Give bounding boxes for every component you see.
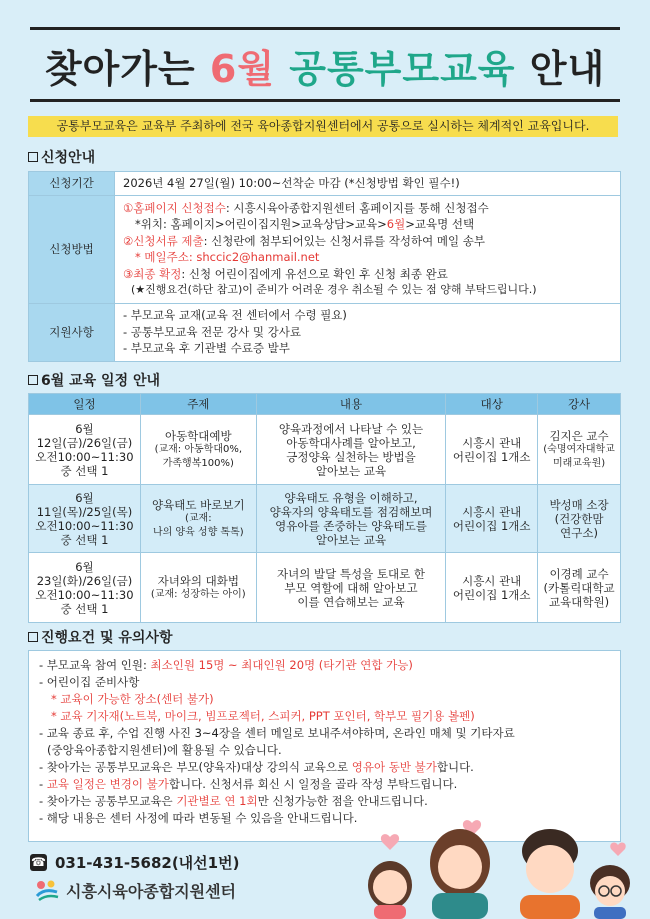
header-topic: 주제 <box>140 394 256 415</box>
father-figure <box>520 829 580 919</box>
family-illustration <box>360 815 640 919</box>
period-value: 2026년 4월 27일(월) 10:00~선착순 마감 (*신청방법 확인 필수!) <box>115 172 621 196</box>
header-content: 내용 <box>256 394 446 415</box>
table-row <box>29 172 621 196</box>
teacher-cell: 박성매 소장 (건강한맘 연구소) <box>538 485 621 553</box>
header-target: 대상 <box>446 394 538 415</box>
mother-figure <box>430 829 490 919</box>
table-header-row <box>29 394 621 415</box>
date-cell: 6월 12일(금)/26일(금) 오전10:00~11:30 중 선택 1 <box>29 415 141 485</box>
note-line: - 어린이집 준비사항 <box>39 675 140 689</box>
teacher-cell: 이경례 교수 (카톨릭대학교 교육대학원) <box>538 553 621 623</box>
method-step-3-title: ③최종 확정 <box>123 266 182 281</box>
section-heading-schedule: 6월 교육 일정 안내 <box>28 370 160 390</box>
teacher-cell: 김지은 교수 (숙명여자대학교 미래교육원) <box>538 415 621 485</box>
center-name: 시흥시육아종합지원센터 <box>34 878 236 902</box>
support-value: - 부모교육 교재(교육 전 센터에서 수령 필요) - 공통부모교육 전문 강사 및 강사료 - 부모교육 후 기관별 수료증 발부 <box>115 303 621 361</box>
checkbox-square-icon <box>28 152 38 162</box>
note-line: - 해당 내용은 센터 사정에 따라 변동될 수 있음을 안내드립니다. <box>39 811 358 825</box>
center-logo-icon <box>34 878 60 902</box>
header-teacher: 강사 <box>538 394 621 415</box>
method-value: ①홈페이지 신청접수: 시흥시육아종합지원센터 홈페이지를 통해 신청접수 *위치: 홈페이지>어린이집지원>교육상담>교육>6월>교육명 선택 ②신청서류 제출: 신청란에 첨부되어있는 신청서류를 작성하여 메일 송부 * 메일주소: shccic2@hanmail.net ③최종 확정: 신청 어린이집에게 유선으로 확인 후 신청 최종 완료 (★진행요건(하단 참고)이 준비가 어려운 경우 취소될 수 있는 점 양해 부탁드립니다.) <box>115 195 621 303</box>
child-figure <box>368 861 412 919</box>
date-cell: 6월 11일(목)/25일(목) 오전10:00~11:30 중 선택 1 <box>29 485 141 553</box>
contact-phone: ☎ 031-431-5682(내선1번) <box>31 854 240 872</box>
target-cell: 시흥시 관내 어린이집 1개소 <box>446 553 538 623</box>
table-row <box>29 553 621 623</box>
table-row <box>29 303 621 361</box>
heart-icon <box>381 834 399 850</box>
content-cell: 자녀의 발달 특성을 토대로 한 부모 역할에 대해 알아보고 이를 연습해보는 교육 <box>256 553 446 623</box>
email-address[interactable]: * 메일주소: shccic2@hanmail.net <box>135 250 320 264</box>
target-cell: 시흥시 관내 어린이집 1개소 <box>446 415 538 485</box>
method-label: 신청방법 <box>29 195 115 303</box>
note-line: - 부모교육 참여 인원: 최소인원 15명 ~ 최대인원 20명 (타기관 연합 가능) <box>39 658 413 672</box>
note-line: * 교육이 가능한 장소(센터 불가) <box>51 692 214 706</box>
header-date: 일정 <box>29 394 141 415</box>
title-part-1: 찾아가는 <box>44 47 210 91</box>
content-cell: 양육과정에서 나타날 수 있는 아동학대사례를 알아보고, 긍정양육 실천하는 방법을 알아보는 교육 <box>256 415 446 485</box>
apply-table <box>28 171 621 362</box>
section-heading-notes: 진행요건 및 유의사항 <box>28 627 172 647</box>
title-part-2: 6월 <box>209 47 276 91</box>
note-line: - 교육 일정은 변경이 불가합니다. 신청서류 회신 시 일정을 골라 작성 부탁드립니다. <box>39 777 458 791</box>
note-line: * 교육 기자재(노트북, 마이크, 빔프로젝터, 스피커, PPT 포인터, 학부모 필기용 볼펜) <box>51 709 475 723</box>
child-figure <box>590 865 630 919</box>
period-label: 신청기간 <box>29 172 115 196</box>
note-line: - 교육 종료 후, 수업 진행 사진 3~4장을 센터 메일로 보내주셔야하며, 온라인 매체 및 기타자료 <box>39 726 515 740</box>
table-row <box>29 195 621 303</box>
topic-cell: 자녀와의 대화법 (교재: 성장하는 아이) <box>140 553 256 623</box>
topic-cell: 아동학대예방 (교재: 아동학대0%, 가족행복100%) <box>140 415 256 485</box>
notes-box <box>28 650 621 842</box>
phone-icon: ☎ <box>31 855 46 869</box>
title-top-rule <box>30 27 620 30</box>
title-bottom-rule <box>30 99 620 102</box>
table-row <box>29 485 621 553</box>
date-cell: 6월 23일(화)/26일(금) 오전10:00~11:30 중 선택 1 <box>29 553 141 623</box>
table-row <box>29 415 621 485</box>
intro-banner: 공통부모교육은 교육부 주최하에 전국 육아종합지원센터에서 공통으로 실시하는 체계적인 교육입니다. <box>28 116 618 137</box>
checkbox-square-icon <box>28 632 38 642</box>
section-heading-apply: 신청안내 <box>28 147 95 167</box>
schedule-table <box>28 393 621 623</box>
content-cell: 양육태도 유형을 이해하고, 양육자의 양육태도를 점검해보며 영유아를 존중하는 양육태도를 알아보는 교육 <box>256 485 446 553</box>
page-title <box>0 38 650 93</box>
method-step-2-title: ②신청서류 제출 <box>123 233 204 248</box>
note-line: - 찾아가는 공통부모교육은 기관별로 연 1회만 신청가능한 점을 안내드립니다. <box>39 794 428 808</box>
title-part-3: 공통부모교육 <box>275 47 516 91</box>
target-cell: 시흥시 관내 어린이집 1개소 <box>446 485 538 553</box>
checkbox-square-icon <box>28 375 38 385</box>
support-label: 지원사항 <box>29 303 115 361</box>
note-line: (중앙육아종합지원센터)에 활용될 수 있습니다. <box>47 743 282 757</box>
method-step-1-title: ①홈페이지 신청접수 <box>123 200 226 215</box>
note-line: - 찾아가는 공통부모교육은 부모(양육자)대상 강의식 교육으로 영유아 동반 불가합니다. <box>39 760 474 774</box>
heart-icon <box>610 842 625 856</box>
title-part-4: 안내 <box>515 47 606 91</box>
topic-cell: 양육태도 바로보기 (교재: 나의 양육 성향 톡톡) <box>140 485 256 553</box>
